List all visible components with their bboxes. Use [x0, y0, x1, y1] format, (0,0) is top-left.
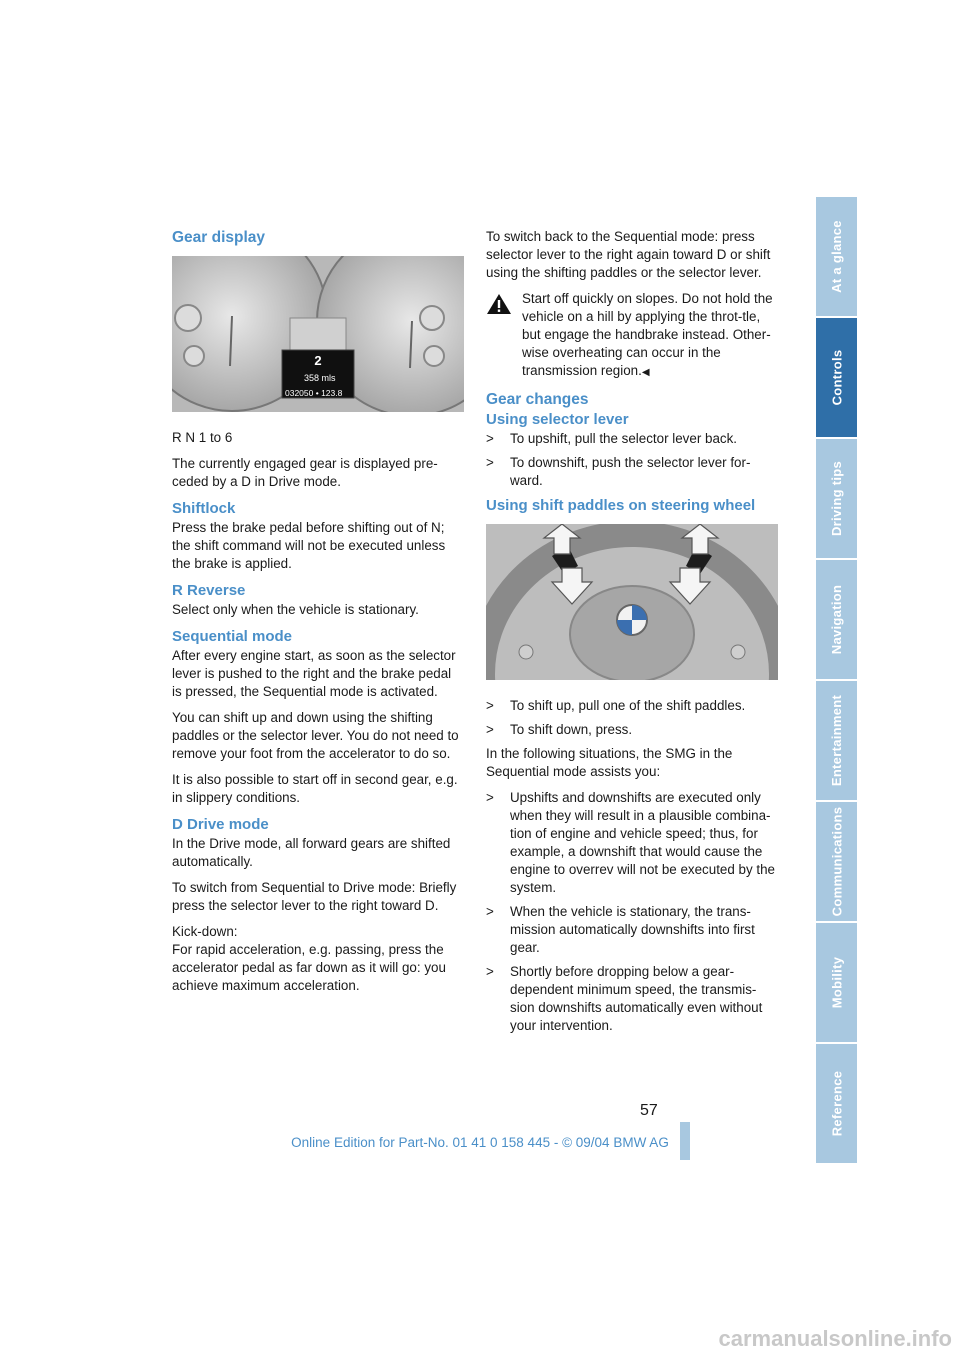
- shiftlock-heading: Shiftlock: [172, 500, 236, 517]
- gear-display-heading: Gear display: [172, 229, 266, 246]
- drive-mode-heading: D Drive mode: [172, 816, 269, 833]
- bullet-mark: >: [486, 964, 494, 979]
- tab-label: At a glance: [829, 220, 844, 293]
- tab-label: Reference: [829, 1070, 845, 1137]
- bullet-mark: >: [486, 455, 494, 470]
- bullet-mark: >: [486, 722, 494, 737]
- right-column: [486, 228, 778, 1041]
- bullet-text: When the vehicle is stationary, the trans-mission automatically downshifts into first gear.: [510, 904, 755, 955]
- selector-lever-heading: Using selector lever: [486, 411, 629, 428]
- bullet-text: Upshifts and downshifts are executed only when they will result in a plausible combina-tion of engine and vehicle speed; thus, for example, a downshift that would cause the engine to overrev will not be executed by the system.: [510, 790, 776, 895]
- instrument-cluster-figure: [172, 256, 464, 417]
- sequential-heading: Sequential mode: [172, 628, 293, 645]
- tab-label: Entertainment: [829, 694, 844, 787]
- tab-label: Controls: [829, 349, 844, 406]
- bullet-mark: >: [486, 431, 494, 446]
- tab-navigation[interactable]: [816, 560, 857, 679]
- smg-assist-text: In the following situations, the SMG in the Sequential mode assists you:: [486, 746, 733, 779]
- gear-changes-heading: Gear changes: [486, 391, 589, 408]
- bullet-text: To downshift, push the selector lever for-ward.: [510, 455, 751, 488]
- list-item: [486, 789, 778, 897]
- steering-wheel-figure: [486, 524, 778, 685]
- shiftlock-text: Press the brake pedal before shifting out of N; the shift command will not be executed unless the brake is applied.: [172, 520, 446, 571]
- tab-label: Communications: [829, 806, 844, 917]
- list-item: [486, 430, 778, 448]
- reverse-text: Select only when the vehicle is stationary.: [172, 602, 419, 617]
- bullet-mark: >: [486, 904, 494, 919]
- tab-label: Mobility: [829, 956, 845, 1009]
- tab-label: Driving tips: [829, 460, 845, 537]
- end-mark: ◀: [641, 367, 650, 378]
- warning-triangle-icon: [486, 293, 512, 320]
- list-item: [486, 721, 778, 739]
- cluster-odometer: 032050 • 123.8: [285, 388, 343, 398]
- kickdown-label: Kick-down:: [172, 924, 238, 939]
- footer-edition-text: Online Edition for Part-No. 01 41 0 158 445 - © 09/04 BMW AG: [291, 1135, 669, 1150]
- reverse-heading: R Reverse: [172, 582, 246, 599]
- steering-wheel-image: [486, 524, 778, 680]
- list-item: [486, 903, 778, 957]
- tab-entertainment[interactable]: [816, 681, 857, 800]
- sequential-text-2: You can shift up and down using the shifting paddles or the selector lever. You do not need to remove your foot from the accelerator to do so.: [172, 710, 459, 761]
- tab-communications[interactable]: [816, 802, 857, 921]
- drive-text-2: To switch from Sequential to Drive mode: Briefly press the selector lever to the right toward D.: [172, 880, 457, 913]
- list-item: [486, 697, 778, 715]
- tab-at-a-glance[interactable]: [816, 197, 857, 316]
- page-number: 57: [640, 1102, 658, 1119]
- kickdown-description: For rapid acceleration, e.g. passing, press the accelerator pedal as far down as it will go: you achieve maximum acceleration.: [172, 942, 446, 993]
- chapter-tabs: [816, 197, 857, 1165]
- sequential-text-1: After every engine start, as soon as the selector lever is pushed to the right and the brake pedal is pressed, the Sequential mode is activated.: [172, 648, 456, 699]
- shift-paddles-heading: Using shift paddles on steering wheel: [486, 497, 756, 514]
- gear-range-text: R N 1 to 6: [172, 430, 233, 445]
- switch-back-text: To switch back to the Sequential mode: press selector lever to the right again toward D or shift using the shifting paddles or the selector lever.: [486, 229, 771, 280]
- tab-mobility[interactable]: [816, 923, 857, 1042]
- cluster-range: 358 mls: [304, 373, 336, 383]
- sequential-text-3: It is also possible to start off in second gear, e.g. in slippery conditions.: [172, 772, 458, 805]
- bullet-mark: >: [486, 698, 494, 713]
- list-item: [486, 963, 778, 1035]
- cluster-gear: 2: [314, 353, 322, 368]
- bullet-text: Shortly before dropping below a gear-dependent minimum speed, the transmis-sion downshifts automatically even without your intervention.: [510, 964, 763, 1033]
- gear-display-description: The currently engaged gear is displayed pre-ceded by a D in Drive mode.: [172, 456, 438, 489]
- list-item: [486, 454, 778, 490]
- warning-note: [486, 290, 778, 382]
- tab-controls[interactable]: [816, 318, 857, 437]
- tab-label: Navigation: [829, 584, 844, 655]
- tab-driving-tips[interactable]: [816, 439, 857, 558]
- bullet-text: To shift down, press.: [510, 722, 633, 737]
- kickdown-text: [172, 923, 464, 941]
- bullet-text: To shift up, pull one of the shift paddles.: [510, 698, 746, 713]
- warning-text: Start off quickly on slopes. Do not hold the vehicle on a hill by applying the throt-tle, but engage the handbrake instead. Other-wise overheating can occur in the transmission region.: [522, 291, 773, 378]
- bullet-text: To upshift, pull the selector lever back.: [510, 431, 738, 446]
- left-column: [172, 228, 464, 1003]
- drive-text-1: In the Drive mode, all forward gears are shifted automatically.: [172, 836, 451, 869]
- watermark: carmanualsonline.info: [718, 1326, 952, 1351]
- bullet-mark: >: [486, 790, 494, 805]
